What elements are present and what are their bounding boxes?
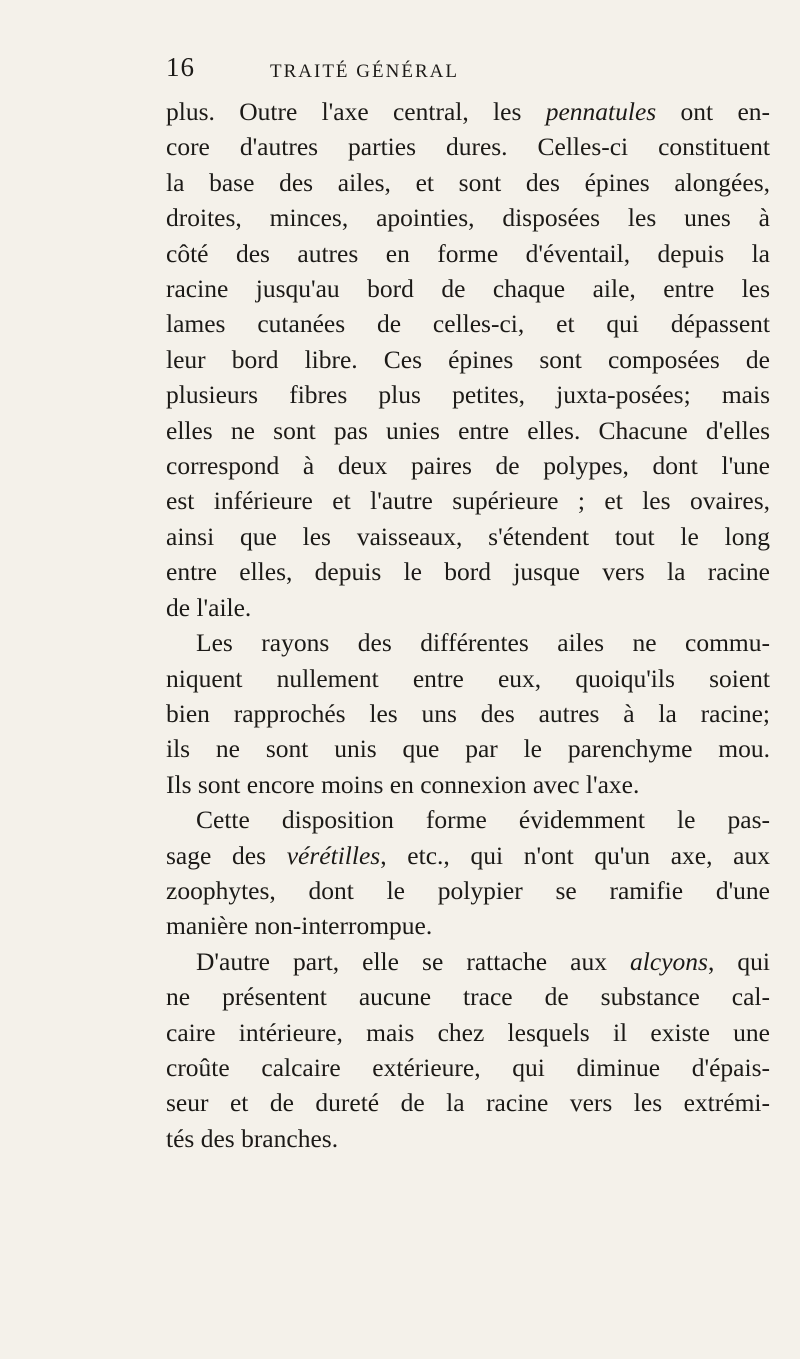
text-line: ils ne sont unis que par le parenchyme mou. xyxy=(166,734,770,764)
text-line: D'autre part, elle se rattache aux alcyons, qui xyxy=(196,946,770,976)
text-line: correspond à deux paires de polypes, dont l'une xyxy=(166,451,770,481)
text-line: ne présentent aucune trace de substance cal- xyxy=(166,982,770,1012)
body-text xyxy=(166,94,770,1156)
italic-term: vérétilles xyxy=(286,840,381,870)
italic-term: pennatules xyxy=(545,97,657,126)
paragraph xyxy=(166,94,770,625)
text-line: ainsi que les vaisseaux, s'étendent tout le long xyxy=(166,521,770,551)
text-line: est inférieure et l'autre supérieure ; et les ovaires, xyxy=(166,486,770,516)
text-line: niquent nullement entre eux, quoiqu'ils soient xyxy=(166,663,770,693)
text-line: plusieurs fibres plus petites, juxta-posées; mais xyxy=(166,380,770,410)
text-line: plus. Outre l'axe central, les pennatules ont en- xyxy=(166,97,770,126)
text-line: zoophytes, dont le polypier se ramifie d'une xyxy=(166,875,770,905)
text-line: croûte calcaire extérieure, qui diminue d'épais- xyxy=(166,1052,770,1082)
text-line: elles ne sont pas unies entre elles. Chacune d'elles xyxy=(166,415,770,445)
text-line: sage des vérétilles, etc., qui n'ont qu'un axe, aux xyxy=(166,840,770,870)
text-line: manière non-interrompue. xyxy=(166,911,433,941)
text-line: droites, minces, apointies, disposées les unes à xyxy=(166,203,770,233)
text-line: la base des ailes, et sont des épines alongées, xyxy=(166,167,770,197)
text-line: core d'autres parties dures. Celles-ci constituent xyxy=(166,132,770,162)
text-line: tés des branches. xyxy=(166,1123,339,1153)
text-line: de l'aile. xyxy=(166,592,252,622)
text-line: Cette disposition forme évidemment le pas- xyxy=(196,805,770,835)
page-number: 16 xyxy=(166,52,195,82)
italic-term: alcyons xyxy=(630,946,708,976)
text-line: seur et de dureté de la racine vers les extrémi- xyxy=(166,1088,770,1118)
text-line: Ils sont encore moins en connexion avec l'axe. xyxy=(166,769,640,799)
running-title: TRAITÉ GÉNÉRAL xyxy=(270,61,459,82)
text-line: bien rapprochés les uns des autres à la racine; xyxy=(166,698,770,728)
text-line: leur bord libre. Ces épines sont composées de xyxy=(166,344,770,374)
text-line: lames cutanées de celles-ci, et qui dépassent xyxy=(166,309,770,339)
paragraph xyxy=(166,625,770,802)
text-line: côté des autres en forme d'éventail, depuis la xyxy=(166,238,770,268)
text-line: Les rayons des différentes ailes ne commu- xyxy=(196,628,770,658)
text-line: caire intérieure, mais chez lesquels il existe une xyxy=(166,1017,770,1047)
paragraph xyxy=(166,944,770,1156)
text-line: racine jusqu'au bord de chaque aile, entre les xyxy=(166,274,770,304)
paragraph xyxy=(166,802,770,944)
text-line: entre elles, depuis le bord jusque vers la racine xyxy=(166,557,770,587)
page-header xyxy=(166,52,766,92)
